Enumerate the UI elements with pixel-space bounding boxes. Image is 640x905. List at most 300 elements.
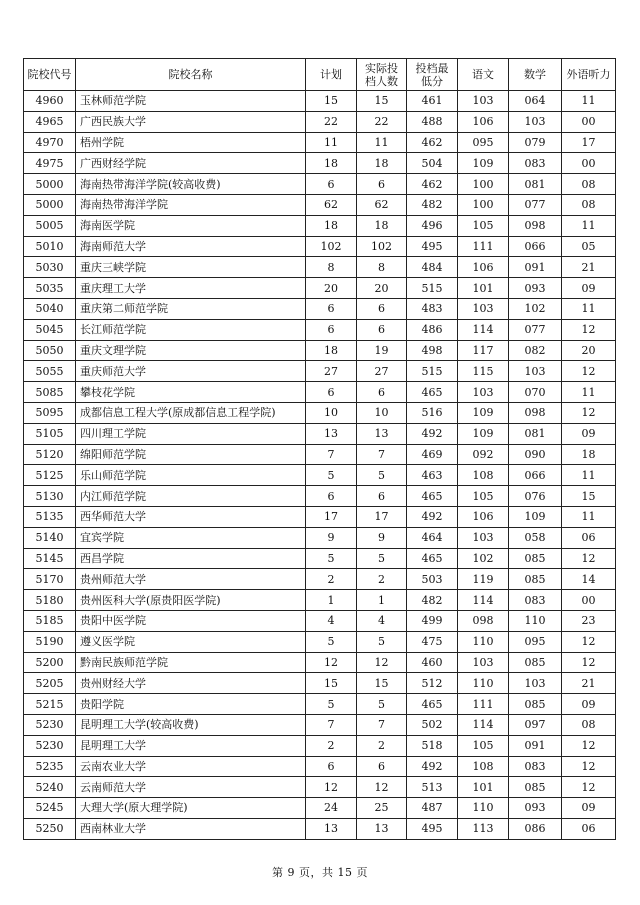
- cell-school-name: 西南林业大学: [76, 818, 306, 839]
- cell-actual-admitted: 20: [357, 278, 407, 299]
- cell-school-name: 绵阳师范学院: [76, 444, 306, 465]
- cell-plan: 8: [306, 257, 357, 278]
- cell-foreign-listening: 12: [562, 361, 616, 382]
- table-row: [24, 298, 616, 319]
- cell-school-name: 成都信息工程大学(原成都信息工程学院): [76, 402, 306, 423]
- cell-min-score: 460: [407, 652, 458, 673]
- cell-foreign-listening: 15: [562, 486, 616, 507]
- cell-chinese: 119: [458, 569, 509, 590]
- cell-school-code: 5040: [24, 298, 76, 319]
- cell-actual-admitted: 19: [357, 340, 407, 361]
- cell-min-score: 513: [407, 777, 458, 798]
- cell-actual-admitted: 9: [357, 527, 407, 548]
- cell-chinese: 109: [458, 423, 509, 444]
- cell-min-score: 465: [407, 548, 458, 569]
- cell-school-code: 4960: [24, 91, 76, 112]
- cell-plan: 7: [306, 714, 357, 735]
- cell-school-code: 5245: [24, 798, 76, 819]
- cell-min-score: 462: [407, 174, 458, 195]
- cell-math: 083: [509, 153, 562, 174]
- cell-math: 110: [509, 610, 562, 631]
- cell-actual-admitted: 6: [357, 486, 407, 507]
- cell-math: 082: [509, 340, 562, 361]
- cell-school-name: 玉林师范学院: [76, 91, 306, 112]
- table-row: [24, 257, 616, 278]
- cell-plan: 6: [306, 319, 357, 340]
- cell-school-name: 重庆文理学院: [76, 340, 306, 361]
- cell-plan: 7: [306, 444, 357, 465]
- cell-plan: 18: [306, 153, 357, 174]
- cell-school-name: 云南师范大学: [76, 777, 306, 798]
- cell-school-name: 贵阳学院: [76, 694, 306, 715]
- cell-min-score: 483: [407, 298, 458, 319]
- cell-chinese: 108: [458, 756, 509, 777]
- cell-plan: 5: [306, 548, 357, 569]
- cell-chinese: 110: [458, 798, 509, 819]
- cell-math: 103: [509, 673, 562, 694]
- cell-school-name: 贵阳中医学院: [76, 610, 306, 631]
- cell-school-code: 5120: [24, 444, 76, 465]
- cell-school-code: 5010: [24, 236, 76, 257]
- cell-actual-admitted: 12: [357, 652, 407, 673]
- cell-math: 086: [509, 818, 562, 839]
- cell-school-name: 宜宾学院: [76, 527, 306, 548]
- table-row: [24, 694, 616, 715]
- cell-school-name: 云南农业大学: [76, 756, 306, 777]
- header-foreign-listening: 外语听力: [562, 59, 616, 91]
- cell-actual-admitted: 15: [357, 91, 407, 112]
- cell-chinese: 114: [458, 714, 509, 735]
- cell-school-name: 昆明理工大学(较高收费): [76, 714, 306, 735]
- cell-math: 095: [509, 631, 562, 652]
- cell-school-code: 5095: [24, 402, 76, 423]
- cell-plan: 12: [306, 777, 357, 798]
- cell-chinese: 101: [458, 777, 509, 798]
- cell-plan: 15: [306, 673, 357, 694]
- cell-chinese: 105: [458, 486, 509, 507]
- cell-actual-admitted: 6: [357, 756, 407, 777]
- cell-chinese: 106: [458, 506, 509, 527]
- cell-school-code: 4965: [24, 111, 76, 132]
- cell-math: 085: [509, 569, 562, 590]
- cell-foreign-listening: 11: [562, 215, 616, 236]
- table-row: [24, 735, 616, 756]
- cell-chinese: 109: [458, 153, 509, 174]
- cell-school-code: 5135: [24, 506, 76, 527]
- cell-plan: 13: [306, 423, 357, 444]
- cell-math: 109: [509, 506, 562, 527]
- cell-math: 102: [509, 298, 562, 319]
- cell-chinese: 103: [458, 652, 509, 673]
- cell-math: 077: [509, 319, 562, 340]
- cell-foreign-listening: 12: [562, 735, 616, 756]
- cell-foreign-listening: 09: [562, 798, 616, 819]
- cell-foreign-listening: 11: [562, 465, 616, 486]
- cell-school-code: 5205: [24, 673, 76, 694]
- cell-foreign-listening: 12: [562, 756, 616, 777]
- cell-actual-admitted: 62: [357, 194, 407, 215]
- table-row: [24, 132, 616, 153]
- cell-foreign-listening: 11: [562, 91, 616, 112]
- cell-school-code: 5000: [24, 194, 76, 215]
- table-row: [24, 111, 616, 132]
- cell-plan: 6: [306, 486, 357, 507]
- cell-math: 083: [509, 590, 562, 611]
- table-row: [24, 423, 616, 444]
- cell-plan: 18: [306, 340, 357, 361]
- table-row: [24, 465, 616, 486]
- cell-plan: 20: [306, 278, 357, 299]
- cell-plan: 6: [306, 174, 357, 195]
- cell-min-score: 495: [407, 818, 458, 839]
- cell-school-name: 海南热带海洋学院(较高收费): [76, 174, 306, 195]
- cell-min-score: 496: [407, 215, 458, 236]
- cell-math: 058: [509, 527, 562, 548]
- cell-actual-admitted: 6: [357, 298, 407, 319]
- cell-school-code: 5145: [24, 548, 76, 569]
- cell-chinese: 101: [458, 278, 509, 299]
- table-row: [24, 610, 616, 631]
- cell-actual-admitted: 6: [357, 174, 407, 195]
- cell-math: 076: [509, 486, 562, 507]
- cell-foreign-listening: 08: [562, 174, 616, 195]
- cell-school-code: 5185: [24, 610, 76, 631]
- cell-min-score: 482: [407, 590, 458, 611]
- cell-foreign-listening: 11: [562, 506, 616, 527]
- cell-min-score: 469: [407, 444, 458, 465]
- cell-math: 083: [509, 756, 562, 777]
- cell-chinese: 103: [458, 527, 509, 548]
- cell-chinese: 106: [458, 111, 509, 132]
- cell-min-score: 463: [407, 465, 458, 486]
- table-row: [24, 818, 616, 839]
- cell-chinese: 115: [458, 361, 509, 382]
- cell-plan: 5: [306, 631, 357, 652]
- cell-chinese: 103: [458, 91, 509, 112]
- cell-school-code: 5170: [24, 569, 76, 590]
- cell-school-code: 5055: [24, 361, 76, 382]
- header-chinese: 语文: [458, 59, 509, 91]
- cell-min-score: 487: [407, 798, 458, 819]
- cell-actual-admitted: 4: [357, 610, 407, 631]
- cell-actual-admitted: 2: [357, 735, 407, 756]
- cell-plan: 10: [306, 402, 357, 423]
- cell-school-code: 5125: [24, 465, 76, 486]
- cell-math: 081: [509, 423, 562, 444]
- table-row: [24, 194, 616, 215]
- cell-foreign-listening: 12: [562, 402, 616, 423]
- table-row: [24, 486, 616, 507]
- cell-chinese: 100: [458, 194, 509, 215]
- table-row: [24, 527, 616, 548]
- cell-school-code: 5045: [24, 319, 76, 340]
- header-actual-admitted-text: 实际投档人数: [365, 61, 398, 88]
- cell-min-score: 518: [407, 735, 458, 756]
- cell-math: 064: [509, 91, 562, 112]
- cell-school-name: 西华师范大学: [76, 506, 306, 527]
- cell-school-code: 5085: [24, 382, 76, 403]
- cell-school-code: 4970: [24, 132, 76, 153]
- cell-plan: 4: [306, 610, 357, 631]
- cell-math: 081: [509, 174, 562, 195]
- cell-plan: 9: [306, 527, 357, 548]
- cell-actual-admitted: 13: [357, 423, 407, 444]
- cell-actual-admitted: 13: [357, 818, 407, 839]
- cell-school-name: 重庆师范大学: [76, 361, 306, 382]
- cell-school-code: 5190: [24, 631, 76, 652]
- cell-school-name: 昆明理工大学: [76, 735, 306, 756]
- table-row: [24, 236, 616, 257]
- page-footer: 第 9 页，共 15 页: [272, 866, 368, 879]
- cell-chinese: 106: [458, 257, 509, 278]
- cell-actual-admitted: 5: [357, 548, 407, 569]
- cell-chinese: 111: [458, 694, 509, 715]
- cell-chinese: 117: [458, 340, 509, 361]
- cell-plan: 6: [306, 298, 357, 319]
- cell-school-code: 5180: [24, 590, 76, 611]
- cell-chinese: 102: [458, 548, 509, 569]
- cell-math: 103: [509, 111, 562, 132]
- cell-min-score: 492: [407, 506, 458, 527]
- table-row: [24, 382, 616, 403]
- cell-foreign-listening: 08: [562, 194, 616, 215]
- cell-school-name: 遵义医学院: [76, 631, 306, 652]
- table-row: [24, 652, 616, 673]
- cell-plan: 22: [306, 111, 357, 132]
- cell-school-code: 5230: [24, 735, 76, 756]
- cell-school-name: 大理大学(原大理学院): [76, 798, 306, 819]
- table-row: [24, 91, 616, 112]
- cell-plan: 6: [306, 756, 357, 777]
- table-body: [24, 91, 616, 840]
- cell-school-code: 4975: [24, 153, 76, 174]
- cell-chinese: 110: [458, 631, 509, 652]
- table-row: [24, 278, 616, 299]
- cell-math: 093: [509, 278, 562, 299]
- cell-plan: 2: [306, 735, 357, 756]
- cell-foreign-listening: 09: [562, 423, 616, 444]
- cell-chinese: 114: [458, 319, 509, 340]
- cell-school-name: 四川理工学院: [76, 423, 306, 444]
- cell-school-code: 5140: [24, 527, 76, 548]
- cell-actual-admitted: 22: [357, 111, 407, 132]
- table-header-row: [24, 59, 616, 91]
- cell-foreign-listening: 06: [562, 527, 616, 548]
- cell-chinese: 098: [458, 610, 509, 631]
- cell-school-code: 5105: [24, 423, 76, 444]
- cell-foreign-listening: 05: [562, 236, 616, 257]
- cell-min-score: 498: [407, 340, 458, 361]
- cell-min-score: 504: [407, 153, 458, 174]
- cell-math: 090: [509, 444, 562, 465]
- cell-plan: 2: [306, 569, 357, 590]
- table-row: [24, 361, 616, 382]
- cell-foreign-listening: 11: [562, 298, 616, 319]
- cell-school-name: 长江师范学院: [76, 319, 306, 340]
- cell-school-name: 广西财经学院: [76, 153, 306, 174]
- admission-score-table-wrapper: [23, 58, 615, 840]
- cell-school-name: 重庆理工大学: [76, 278, 306, 299]
- cell-plan: 62: [306, 194, 357, 215]
- cell-min-score: 482: [407, 194, 458, 215]
- cell-plan: 11: [306, 132, 357, 153]
- cell-min-score: 465: [407, 486, 458, 507]
- cell-school-name: 海南热带海洋学院: [76, 194, 306, 215]
- cell-actual-admitted: 18: [357, 153, 407, 174]
- cell-foreign-listening: 12: [562, 548, 616, 569]
- cell-school-name: 梧州学院: [76, 132, 306, 153]
- cell-school-name: 海南师范大学: [76, 236, 306, 257]
- cell-school-code: 5240: [24, 777, 76, 798]
- table-row: [24, 714, 616, 735]
- cell-min-score: 465: [407, 694, 458, 715]
- table-row: [24, 548, 616, 569]
- cell-school-code: 5005: [24, 215, 76, 236]
- cell-school-name: 重庆三峡学院: [76, 257, 306, 278]
- cell-actual-admitted: 102: [357, 236, 407, 257]
- cell-math: 091: [509, 735, 562, 756]
- cell-math: 097: [509, 714, 562, 735]
- cell-min-score: 502: [407, 714, 458, 735]
- cell-school-name: 黔南民族师范学院: [76, 652, 306, 673]
- cell-school-code: 5030: [24, 257, 76, 278]
- cell-actual-admitted: 1: [357, 590, 407, 611]
- cell-actual-admitted: 12: [357, 777, 407, 798]
- cell-math: 103: [509, 361, 562, 382]
- admission-score-table: [23, 58, 616, 840]
- cell-math: 077: [509, 194, 562, 215]
- header-plan: 计划: [306, 59, 357, 91]
- cell-min-score: 484: [407, 257, 458, 278]
- cell-chinese: 113: [458, 818, 509, 839]
- table-row: [24, 631, 616, 652]
- cell-school-name: 贵州财经大学: [76, 673, 306, 694]
- cell-plan: 5: [306, 465, 357, 486]
- cell-chinese: 103: [458, 382, 509, 403]
- cell-math: 093: [509, 798, 562, 819]
- cell-math: 085: [509, 652, 562, 673]
- cell-school-name: 内江师范学院: [76, 486, 306, 507]
- cell-min-score: 462: [407, 132, 458, 153]
- cell-school-name: 重庆第二师范学院: [76, 298, 306, 319]
- cell-math: 070: [509, 382, 562, 403]
- cell-math: 091: [509, 257, 562, 278]
- cell-foreign-listening: 09: [562, 278, 616, 299]
- cell-math: 085: [509, 777, 562, 798]
- cell-foreign-listening: 00: [562, 111, 616, 132]
- cell-min-score: 495: [407, 236, 458, 257]
- cell-foreign-listening: 12: [562, 652, 616, 673]
- cell-chinese: 114: [458, 590, 509, 611]
- cell-foreign-listening: 17: [562, 132, 616, 153]
- header-min-score: [407, 59, 458, 91]
- cell-foreign-listening: 21: [562, 257, 616, 278]
- cell-school-code: 5235: [24, 756, 76, 777]
- header-school-code: 院校代号: [24, 59, 76, 91]
- table-row: [24, 590, 616, 611]
- cell-school-code: 5200: [24, 652, 76, 673]
- cell-math: 079: [509, 132, 562, 153]
- table-row: [24, 319, 616, 340]
- cell-min-score: 516: [407, 402, 458, 423]
- header-math: 数学: [509, 59, 562, 91]
- cell-chinese: 095: [458, 132, 509, 153]
- header-school-name: 院校名称: [76, 59, 306, 91]
- cell-math: 066: [509, 465, 562, 486]
- header-min-score-text: 投档最低分: [415, 61, 449, 88]
- cell-school-code: 5130: [24, 486, 76, 507]
- cell-school-code: 5050: [24, 340, 76, 361]
- table-row: [24, 756, 616, 777]
- cell-chinese: 108: [458, 465, 509, 486]
- cell-school-code: 5215: [24, 694, 76, 715]
- cell-min-score: 503: [407, 569, 458, 590]
- cell-plan: 12: [306, 652, 357, 673]
- table-row: [24, 798, 616, 819]
- cell-foreign-listening: 08: [562, 714, 616, 735]
- cell-plan: 1: [306, 590, 357, 611]
- cell-actual-admitted: 6: [357, 382, 407, 403]
- cell-min-score: 515: [407, 278, 458, 299]
- cell-math: 098: [509, 402, 562, 423]
- cell-school-code: 5250: [24, 818, 76, 839]
- cell-min-score: 492: [407, 423, 458, 444]
- cell-actual-admitted: 10: [357, 402, 407, 423]
- cell-actual-admitted: 5: [357, 465, 407, 486]
- cell-foreign-listening: 12: [562, 319, 616, 340]
- cell-foreign-listening: 23: [562, 610, 616, 631]
- cell-chinese: 109: [458, 402, 509, 423]
- cell-school-name: 攀枝花学院: [76, 382, 306, 403]
- cell-chinese: 103: [458, 298, 509, 319]
- cell-school-name: 海南医学院: [76, 215, 306, 236]
- table-row: [24, 444, 616, 465]
- cell-min-score: 486: [407, 319, 458, 340]
- table-row: [24, 777, 616, 798]
- cell-actual-admitted: 11: [357, 132, 407, 153]
- cell-school-name: 西昌学院: [76, 548, 306, 569]
- table-row: [24, 215, 616, 236]
- cell-foreign-listening: 12: [562, 631, 616, 652]
- cell-actual-admitted: 7: [357, 714, 407, 735]
- table-row: [24, 340, 616, 361]
- cell-min-score: 465: [407, 382, 458, 403]
- cell-school-name: 乐山师范学院: [76, 465, 306, 486]
- table-row: [24, 506, 616, 527]
- cell-plan: 15: [306, 91, 357, 112]
- cell-foreign-listening: 12: [562, 777, 616, 798]
- cell-foreign-listening: 06: [562, 818, 616, 839]
- cell-min-score: 461: [407, 91, 458, 112]
- cell-school-code: 5000: [24, 174, 76, 195]
- table-row: [24, 569, 616, 590]
- cell-school-name: 广西民族大学: [76, 111, 306, 132]
- cell-actual-admitted: 2: [357, 569, 407, 590]
- cell-chinese: 100: [458, 174, 509, 195]
- cell-foreign-listening: 09: [562, 694, 616, 715]
- cell-foreign-listening: 14: [562, 569, 616, 590]
- cell-chinese: 111: [458, 236, 509, 257]
- cell-min-score: 515: [407, 361, 458, 382]
- cell-foreign-listening: 18: [562, 444, 616, 465]
- cell-chinese: 105: [458, 215, 509, 236]
- cell-actual-admitted: 6: [357, 319, 407, 340]
- cell-min-score: 512: [407, 673, 458, 694]
- cell-actual-admitted: 8: [357, 257, 407, 278]
- cell-plan: 5: [306, 694, 357, 715]
- cell-actual-admitted: 5: [357, 631, 407, 652]
- cell-math: 098: [509, 215, 562, 236]
